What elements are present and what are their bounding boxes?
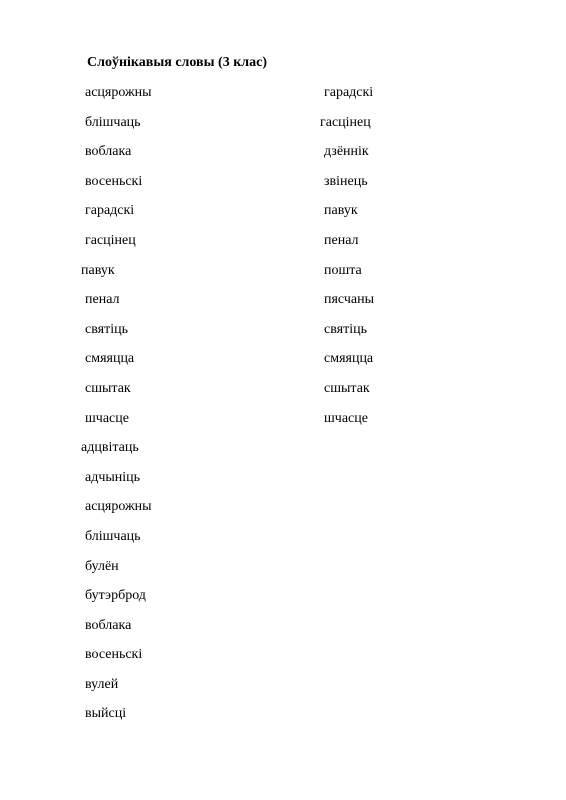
word-list-item: павук (81, 262, 115, 278)
word-list-item: святіць (85, 321, 128, 337)
word-list-item: гасцінец (85, 232, 136, 248)
word-list-item: асцярожны (85, 85, 152, 100)
word-list-item: воблака (85, 617, 132, 633)
word-list-item: гарадскі (324, 85, 374, 100)
word-list-item: воблака (85, 144, 132, 160)
word-list-item: шчасце (85, 410, 129, 426)
word-list-item: сшытак (85, 380, 131, 396)
word-list-item: блішчаць (85, 528, 141, 544)
word-list-item: булён (85, 558, 119, 574)
word-list-item: дзённік (324, 144, 369, 160)
word-list-item: пенал (324, 232, 359, 248)
word-list-item: пясчаны (324, 292, 375, 308)
word-list-item: бутэрброд (85, 588, 146, 604)
right-word-column (320, 84, 375, 439)
word-list-item: адчыніць (85, 469, 141, 485)
word-list-item: звінець (324, 173, 368, 189)
word-list-item: выйсці (85, 706, 127, 722)
word-list-item: вулей (85, 676, 119, 692)
word-list-item: блішчаць (85, 114, 141, 130)
word-list-item: сшытак (324, 380, 370, 396)
word-list-item: восеньскі (85, 173, 143, 189)
word-list-item: смяяцца (85, 351, 135, 367)
word-list-item: смяяцца (324, 351, 374, 367)
word-list-item: восеньскі (85, 647, 143, 663)
word-list-item: павук (324, 203, 358, 219)
word-list-item: шчасце (324, 410, 368, 426)
word-list-item: святіць (324, 321, 367, 337)
word-list-item: пошта (324, 262, 362, 278)
word-list-item: гарадскі (85, 203, 135, 219)
left-word-column (81, 84, 152, 735)
word-list-item: пенал (85, 292, 120, 308)
word-list-item: адцвітаць (81, 440, 139, 456)
word-list-item: асцярожны (85, 499, 152, 515)
word-list-item: гасцінец (320, 114, 371, 130)
document-title: Слоўнікавыя словы (3 клас) (87, 55, 268, 70)
